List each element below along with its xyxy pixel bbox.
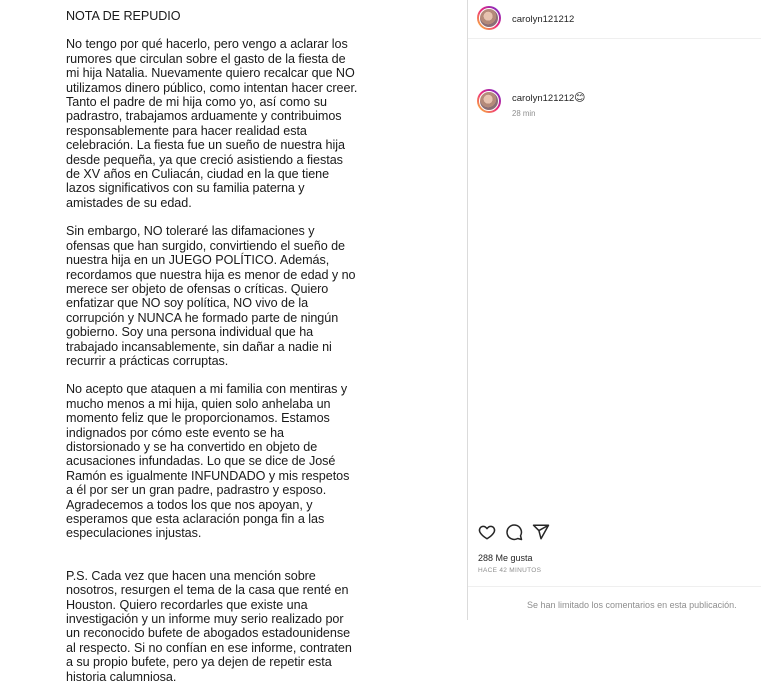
- likes-count[interactable]: 288 Me gusta: [478, 553, 533, 563]
- avatar[interactable]: [477, 6, 501, 30]
- post-header: [468, 0, 761, 39]
- letter-paragraph-2: Sin embargo, NO toleraré las difamaciones y ofensas que han surgido, convirtiendo el sueño de nuestra hija en un JUEGO POLÍTICO. Además, recordamos que nuestra hija es menor de edad y no merece ser objeto de ofensas o críticas. Quiero enfatizar que NO soy política, NO vivo de la corrupción y NUNCA he formado parte de ningún gobierno. Soy una persona individual que ha trabajado incansablemente, sin dañar a nadie ni recurrir a prácticas corruptas.: [66, 224, 356, 368]
- comment-icon[interactable]: [505, 523, 523, 541]
- letter-paragraph-3: No acepto que ataquen a mi familia con mentiras y mucho menos a mi hija, quien solo anhelaba un momento feliz que le proporcionamos. Estamos indignados por cómo este evento se ha distorsionado y se ha convertido en objeto de acusaciones infundadas. Lo que se dice de José Ramón es igualmente INFUNDADO y mis respetos a él por ser un gran padre, padrastro y esposo. Agradecemos a todos los que nos apoyan, y esperamos que esta aclaración ponga fin a las especulaciones injustas.: [66, 382, 350, 541]
- letter-paragraph-1: No tengo por qué hacerlo, pero vengo a aclarar los rumores que circulan sobre el gasto de la fiesta de mi hija Natalia. Nuevamente quiero recalcar que NO utilizamos dinero público, como intentan hacer creer. Tanto el padre de mi hija como yo, así como su padrastro, trabajamos arduamente y contribuimos responsablemente para hacer realidad esta celebración. La fiesta fue un sueño de nuestra hija desde pequeña, ya que creció asistiendo a fiestas de XV años en Culiacán, ciudad en la que tiene lazos significativos con su familia paterna y amistades de su edad.: [66, 37, 358, 210]
- header-username[interactable]: carolyn121212: [512, 14, 575, 25]
- comment-username[interactable]: carolyn121212: [512, 93, 575, 104]
- comment-avatar[interactable]: [477, 89, 501, 113]
- letter-paragraph-ps: P.S. Cada vez que hacen una mención sobre nosotros, resurgen el tema de la casa que renté en Houston. Quiero recordarles que existe una investigación y un informe muy serio realizado por un reconocido bufete de abogados estadounidense al respecto. Si no confían en ese informe, contraten a su propio bufete, pero ya dejen de repetir esta historia calumniosa.: [66, 568, 352, 684]
- letter-text: [66, 9, 358, 698]
- share-icon[interactable]: [532, 523, 550, 541]
- post-timestamp: HACE 42 MINUTOS: [478, 567, 542, 574]
- divider: [468, 586, 761, 587]
- letter-title: NOTA DE REPUDIO: [66, 9, 181, 23]
- comments-limited-notice: Se han limitado los comentarios en esta publicación.: [527, 600, 737, 610]
- action-bar: [478, 523, 578, 543]
- caption-comment: [468, 39, 761, 118]
- comment-time: 28 min: [512, 109, 536, 118]
- smile-emoji: 😊: [574, 92, 586, 104]
- heart-icon[interactable]: [478, 523, 496, 541]
